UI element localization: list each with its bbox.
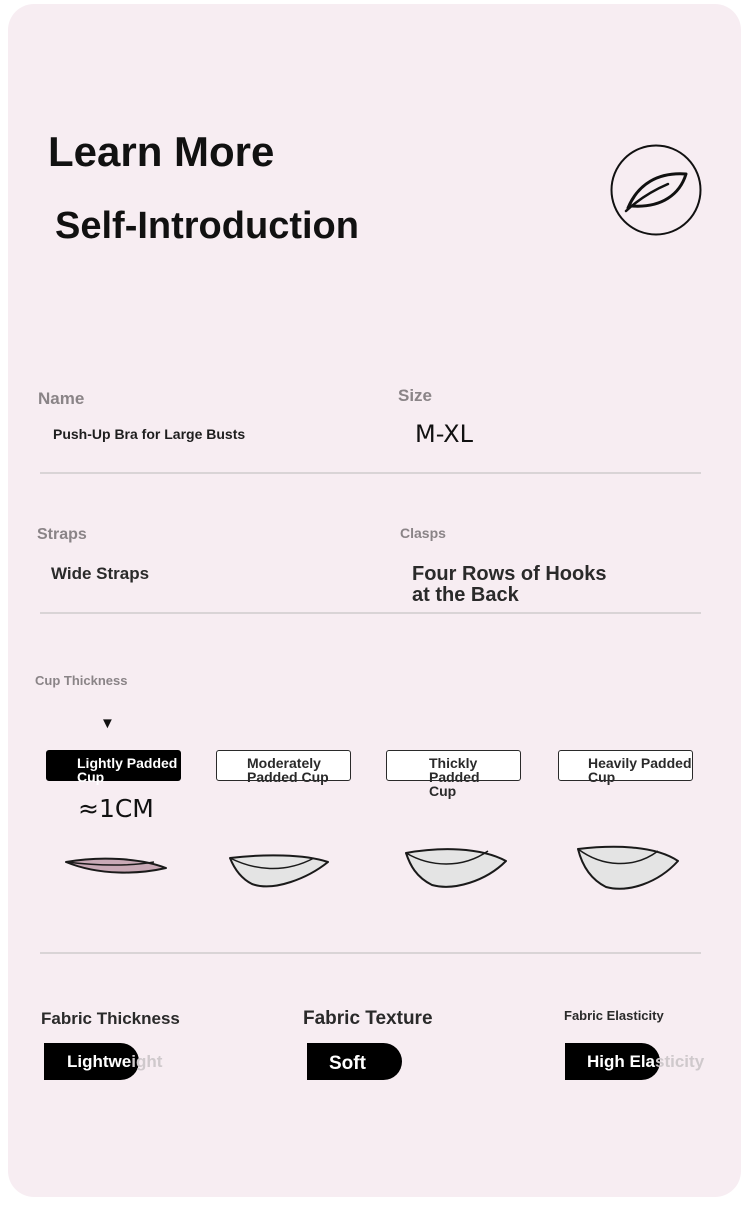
fabric-elasticity-label: Fabric Elasticity xyxy=(564,1008,664,1023)
cup-illustration-heavy xyxy=(572,843,684,900)
fabric-elasticity-value: High Elasticity xyxy=(587,1052,705,1071)
fabric-texture-value: Soft xyxy=(329,1053,366,1074)
size-label: Size xyxy=(398,386,433,405)
cup-option-thickly-padded[interactable]: Thickly Padded Cup xyxy=(386,750,521,781)
cup-option-moderately-padded[interactable]: Moderately Padded Cup xyxy=(216,750,351,781)
cup-option-lightly-padded[interactable]: Lightly Padded Cup xyxy=(46,750,181,781)
fabric-thickness-label: Fabric Thickness xyxy=(41,1009,180,1028)
name-value: Push-Up Bra for Large Busts xyxy=(53,426,246,442)
cup-illustration-light xyxy=(60,850,172,887)
size-value: M-XL xyxy=(415,420,473,448)
straps-value: Wide Straps xyxy=(51,564,150,583)
cup-illustration-moderate xyxy=(224,850,336,897)
clasps-value: Four Rows of Hooks at the Back xyxy=(412,563,607,606)
thickness-note: ≈1CM xyxy=(78,794,154,823)
divider xyxy=(40,952,701,954)
divider xyxy=(40,472,701,474)
leaf-icon xyxy=(610,144,702,236)
cup-option-heavily-padded[interactable]: Heavily Padded Cup xyxy=(558,750,693,781)
divider xyxy=(40,612,701,614)
selected-marker-icon: ▼ xyxy=(100,715,115,732)
cup-illustration-thick xyxy=(400,845,512,898)
cup-thickness-label: Cup Thickness xyxy=(35,673,128,688)
clasps-label: Clasps xyxy=(400,525,446,541)
fabric-texture-label: Fabric Texture xyxy=(303,1008,433,1029)
fabric-thickness-value: Lightweight xyxy=(67,1052,163,1071)
page-title: Learn More xyxy=(48,128,275,175)
straps-label: Straps xyxy=(37,526,87,543)
name-label: Name xyxy=(38,389,85,408)
page-subtitle: Self-Introduction xyxy=(55,205,359,247)
